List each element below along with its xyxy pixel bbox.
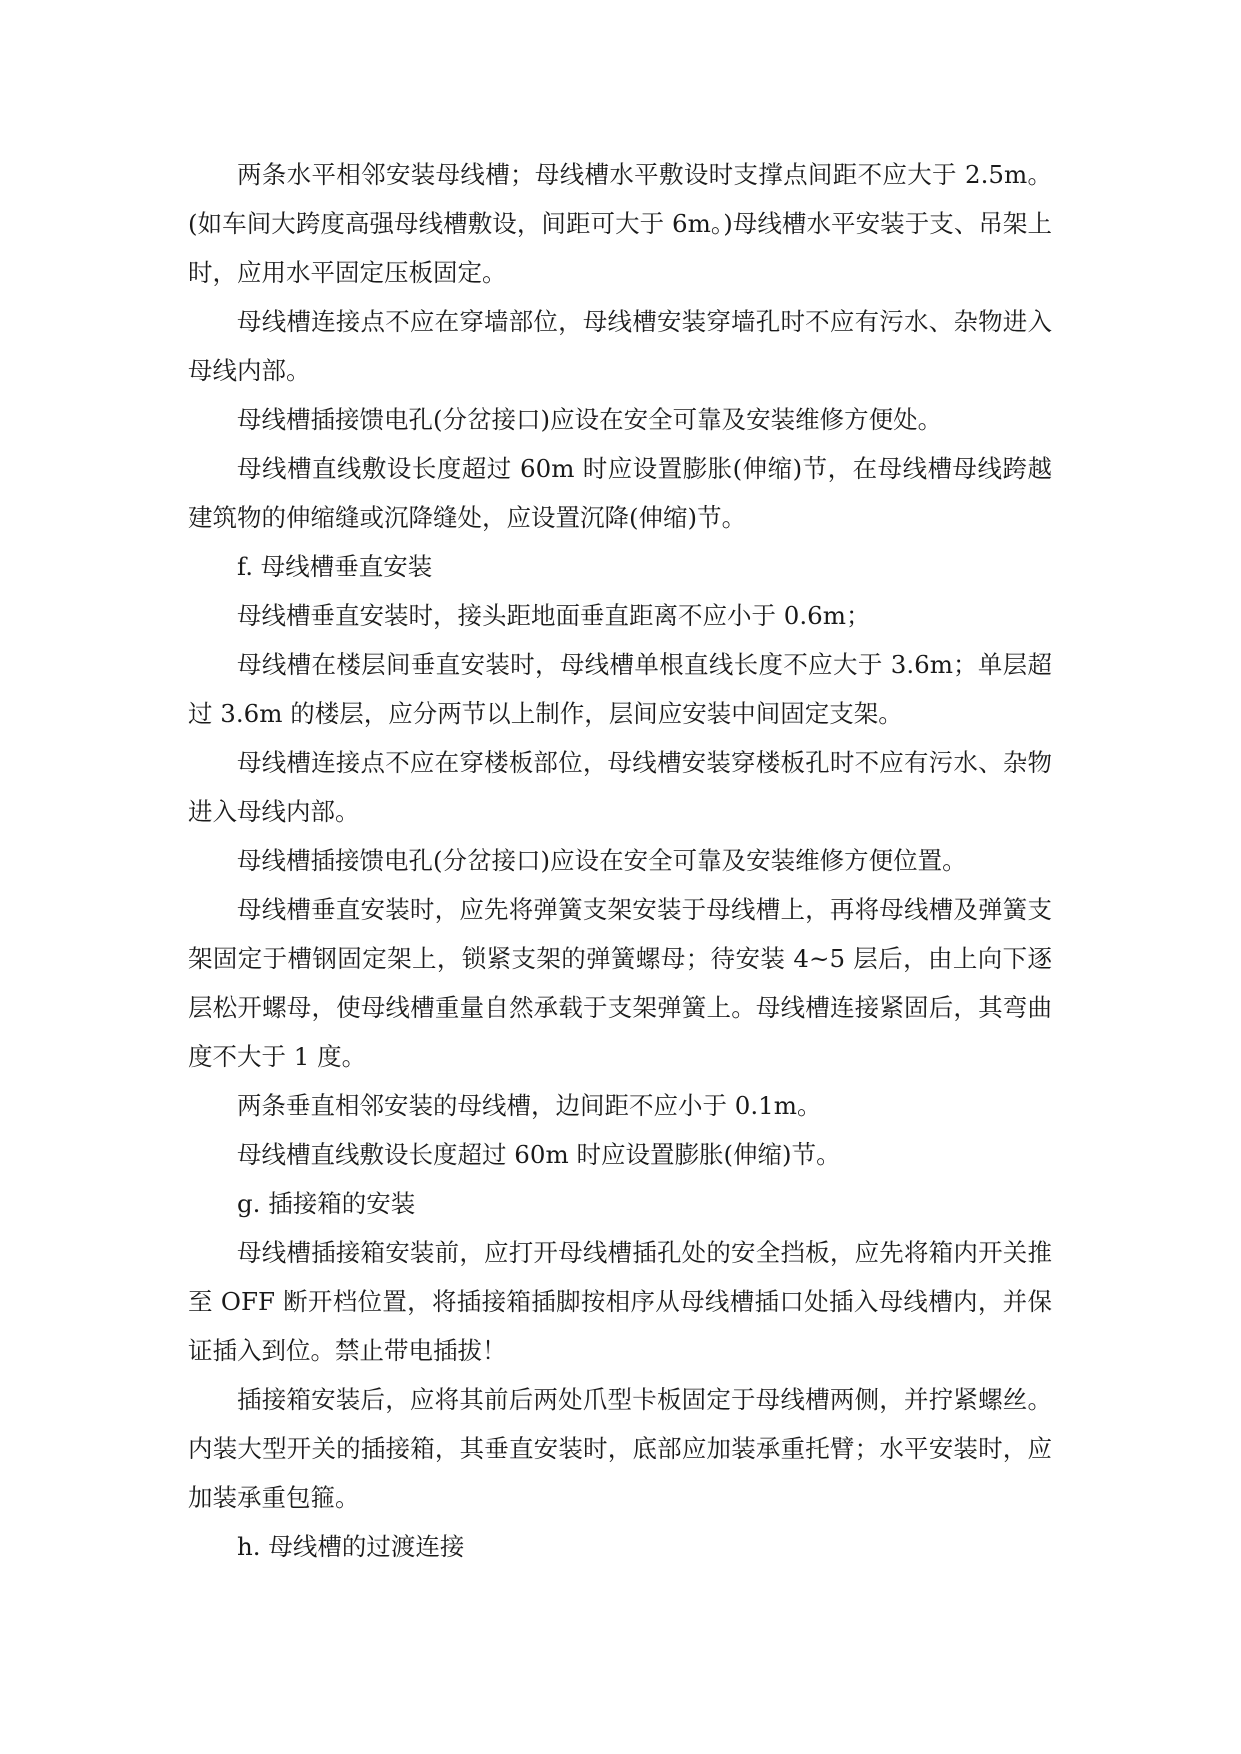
- paragraph-plug-box-after: 插接箱安装后，应将其前后两处爪型卡板固定于母线槽两侧，并拧紧螺丝。内装大型开关的插接箱，其垂直安装时，底部应加装承重托臂；水平安装时，应加装承重包箍。: [188, 1385, 1052, 1512]
- paragraph-feed-hole: 母线槽插接馈电孔(分岔接口)应设在安全可靠及安装维修方便处。: [237, 405, 943, 434]
- section-heading-h: h. 母线槽的过渡连接: [237, 1532, 465, 1561]
- section-heading-g: g. 插接箱的安装: [237, 1189, 416, 1218]
- section-heading-f: f. 母线槽垂直安装: [237, 552, 433, 581]
- paragraph-spring-support: 母线槽垂直安装时，应先将弹簧支架安装于母线槽上，再将母线槽及弹簧支架固定于槽钢固定架上，锁紧支架的弹簧螺母；待安装 4~5 层后，由上向下逐层松开螺母，使母线槽重量自然承载于支架弹簧上。母线槽连接紧固后，其弯曲度不大于 1 度。: [188, 895, 1052, 1071]
- paragraph-expansion-vertical: 母线槽直线敷设长度超过 60m 时应设置膨胀(伸缩)节。: [237, 1140, 841, 1169]
- paragraph-expansion-joint: 母线槽直线敷设长度超过 60m 时应设置膨胀(伸缩)节，在母线槽母线跨越建筑物的伸缩缝或沉降缝处，应设置沉降(伸缩)节。: [188, 454, 1052, 532]
- paragraph-horizontal-spacing: 两条水平相邻安装母线槽；母线槽水平敷设时支撑点间距不应大于 2.5m。(如车间大跨度高强母线槽敷设，间距可大于 6m。)母线槽水平安装于支、吊架上时，应用水平固定压板固定。: [188, 160, 1052, 287]
- paragraph-plug-box-before: 母线槽插接箱安装前，应打开母线槽插孔处的安全挡板，应先将箱内开关推至 OFF 断开档位置，将插接箱插脚按相序从母线槽插口处插入母线槽内，并保证插入到位。禁止带电插拔！: [188, 1238, 1052, 1365]
- paragraph-floor-length: 母线槽在楼层间垂直安装时，母线槽单根直线长度不应大于 3.6m；单层超过 3.6m 的楼层，应分两节以上制作，层间应安装中间固定支架。: [188, 650, 1052, 728]
- paragraph-floor-penetration: 母线槽连接点不应在穿楼板部位，母线槽安装穿楼板孔时不应有污水、杂物进入母线内部。: [188, 748, 1052, 826]
- paragraph-vertical-spacing: 两条垂直相邻安装的母线槽，边间距不应小于 0.1m。: [237, 1091, 822, 1120]
- document-body: [188, 150, 1052, 1571]
- paragraph-feed-hole-vertical: 母线槽插接馈电孔(分岔接口)应设在安全可靠及安装维修方便位置。: [237, 846, 967, 875]
- paragraph-vertical-joint-height: 母线槽垂直安装时，接头距地面垂直距离不应小于 0.6m；: [237, 601, 871, 630]
- paragraph-wall-penetration: 母线槽连接点不应在穿墙部位，母线槽安装穿墙孔时不应有污水、杂物进入母线内部。: [188, 307, 1052, 385]
